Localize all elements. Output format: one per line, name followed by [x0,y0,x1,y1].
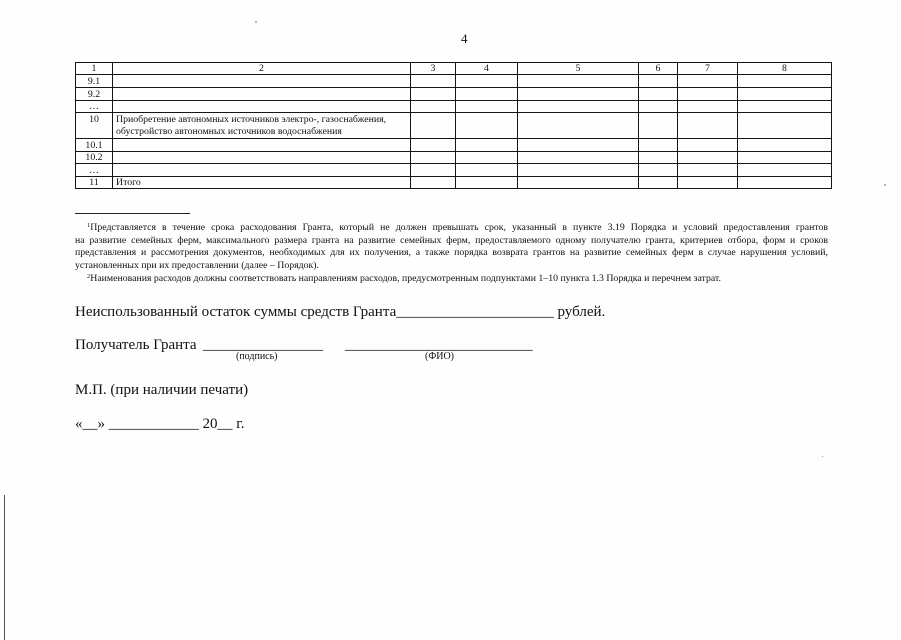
row-number: 9.1 [76,75,113,88]
row-number: 10 [76,113,113,139]
table-cell [678,139,738,152]
row-name: Приобретение автономных источников электро-, газоснабжения, обустройство автономных источников водоснабжения [113,113,411,139]
footnote-mark: 2 [87,273,91,280]
row-name [113,75,411,88]
footnote-mark: 1 [87,222,91,229]
table-row [76,139,832,152]
scan-dot-artifact [255,21,257,23]
footnote-1 [75,222,828,273]
table-row [76,75,832,88]
table-cell [456,152,518,164]
table-cell [518,101,639,113]
table-cell [456,101,518,113]
footnote-line [75,222,828,235]
table-cell [639,88,678,101]
row-name [113,101,411,113]
scan-dot-artifact [884,184,886,186]
row-number: 9.2 [76,88,113,101]
table-cell [456,164,518,177]
table-cell [456,177,518,189]
column-header: 4 [456,63,518,75]
column-header: 1 [76,63,113,75]
table-cell [518,177,639,189]
table-cell [678,113,738,139]
footnote-separator [75,213,190,214]
table-cell [738,101,832,113]
footnote-text: Наименования расходов должны соответствовать направлениям расходов, предусмотренным подпунктами 1–10 пункта 1.3 Порядка и перечнем затрат. [90,273,721,284]
row-name [113,139,411,152]
table-cell [411,139,456,152]
table-cell [738,113,832,139]
table-cell [738,164,832,177]
table-row [76,101,832,113]
footnote-line: установленных при их предоставлении (далее – Порядок). [75,260,320,272]
footnote-text: Представляется в течение срока расходования Гранта, который не должен превышать срок, указанный в пункте 3.19 Порядка и условий предоставления грантов [90,222,828,233]
table-cell [411,88,456,101]
table-row [76,113,832,139]
column-header: 2 [113,63,411,75]
table-cell [738,139,832,152]
table-cell [411,152,456,164]
date-line: «__» ____________ 20__ г. [75,416,245,432]
table-cell [456,139,518,152]
table-row [76,164,832,177]
table-cell [411,75,456,88]
scan-edge-artifact [4,495,5,640]
column-header: 3 [411,63,456,75]
table-cell [518,139,639,152]
table-cell [518,113,639,139]
expense-table [75,62,832,189]
table-cell [411,164,456,177]
row-name: Итого [113,177,411,189]
column-header: 6 [639,63,678,75]
row-name [113,152,411,164]
row-number: 11 [76,177,113,189]
table-cell [678,177,738,189]
table-cell [738,75,832,88]
table-cell [639,75,678,88]
row-name [113,164,411,177]
footnote-line: представления и рассмотрения документов, необходимых для их получения, а также порядка возврата грантов на развитие семейных ферм в случае нарушения условий, [75,247,828,259]
table-cell [738,152,832,164]
column-header: 7 [678,63,738,75]
table-cell [678,101,738,113]
row-number: … [76,101,113,113]
table-cell [678,88,738,101]
table-row [76,152,832,164]
signature-blank: ________________ [203,337,323,353]
full-name-caption: (ФИО) [425,351,455,362]
table-cell [411,177,456,189]
table-cell [411,101,456,113]
scan-dot-artifact [822,456,823,457]
table-cell [518,152,639,164]
table-cell [738,177,832,189]
table-header-row [76,63,832,75]
full-name-blank: _________________________ [345,337,533,353]
table-cell [639,177,678,189]
table-cell [411,113,456,139]
signature-caption: (подпись) [236,351,278,362]
table-cell [456,113,518,139]
grant-recipient-label: Получатель Гранта [75,337,197,353]
column-header: 5 [518,63,639,75]
table-cell [678,152,738,164]
table-cell [456,75,518,88]
footnote-line [75,273,828,286]
table-cell [738,88,832,101]
table-cell [639,101,678,113]
column-header: 8 [738,63,832,75]
table-cell [518,88,639,101]
row-number: 10.2 [76,152,113,164]
table-cell [678,164,738,177]
page-number: 4 [461,31,468,46]
table-cell [518,75,639,88]
table-cell [678,75,738,88]
row-number: … [76,164,113,177]
row-name [113,88,411,101]
table-cell [518,164,639,177]
seal-line: М.П. (при наличии печати) [75,382,249,398]
footnote-2 [75,273,828,286]
table-cell [639,113,678,139]
table-row [76,88,832,101]
unused-balance-line: Неиспользованный остаток суммы средств Гранта_____________________ рублей. [75,304,606,320]
table-cell [639,152,678,164]
footnote-line: на развитие семейных ферм, максимального размера гранта на развитие семейных ферм, предоставляемого одному получателю гранта, критериев отбора, форм и сроков [75,234,828,246]
table-cell [456,88,518,101]
table-cell [639,139,678,152]
table-cell [639,164,678,177]
table-total-row [76,177,832,189]
row-number: 10.1 [76,139,113,152]
